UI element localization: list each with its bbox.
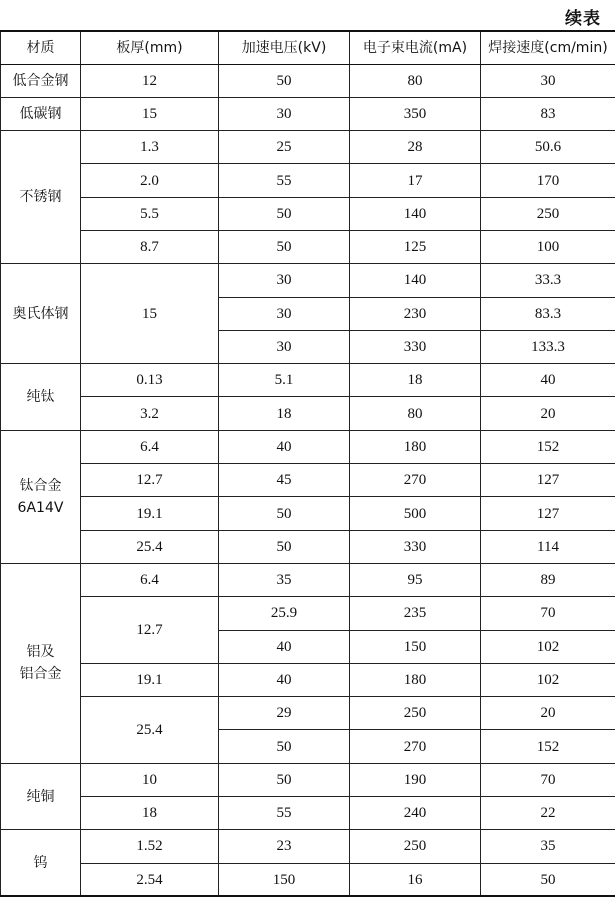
table-row bbox=[1, 830, 615, 863]
voltage-cell: 18 bbox=[219, 397, 350, 430]
current-cell: 270 bbox=[350, 464, 481, 497]
voltage-cell: 50 bbox=[219, 763, 350, 796]
material-label: 纯钛 bbox=[26, 388, 55, 405]
material-cell bbox=[1, 264, 81, 364]
current-cell: 350 bbox=[350, 97, 481, 130]
thickness-cell: 15 bbox=[81, 264, 219, 364]
speed-cell: 102 bbox=[481, 630, 615, 663]
material-label: 不锈钢 bbox=[19, 189, 62, 206]
speed-cell: 127 bbox=[481, 497, 615, 530]
thickness-cell: 15 bbox=[81, 97, 219, 130]
material-label: 奥氏体钢 bbox=[12, 305, 69, 322]
current-cell: 330 bbox=[350, 330, 481, 363]
table-row bbox=[1, 230, 615, 263]
material-cell bbox=[1, 763, 81, 830]
thickness-cell: 18 bbox=[81, 797, 219, 830]
speed-cell: 20 bbox=[481, 697, 615, 730]
header-material: 材质 bbox=[1, 31, 81, 64]
current-cell: 80 bbox=[350, 397, 481, 430]
material-label: 低合金钢 bbox=[12, 72, 69, 89]
voltage-cell: 35 bbox=[219, 563, 350, 596]
header-speed: 焊接速度(cm/min) bbox=[481, 31, 615, 64]
voltage-cell: 45 bbox=[219, 464, 350, 497]
voltage-cell: 25 bbox=[219, 131, 350, 164]
material-label: 纯铜 bbox=[26, 788, 55, 805]
current-cell: 95 bbox=[350, 563, 481, 596]
voltage-cell: 40 bbox=[219, 663, 350, 696]
material-label: 钛合金 bbox=[19, 477, 62, 494]
material-label: 铝合金 bbox=[19, 666, 62, 683]
current-cell: 17 bbox=[350, 164, 481, 197]
voltage-cell: 50 bbox=[219, 497, 350, 530]
table-row bbox=[1, 663, 615, 696]
header-current: 电子束电流(mA) bbox=[350, 31, 481, 64]
thickness-cell: 12 bbox=[81, 64, 219, 97]
table-row bbox=[1, 563, 615, 596]
thickness-cell: 12.7 bbox=[81, 464, 219, 497]
table-row bbox=[1, 497, 615, 530]
thickness-cell: 8.7 bbox=[81, 230, 219, 263]
speed-cell: 89 bbox=[481, 563, 615, 596]
speed-cell: 102 bbox=[481, 663, 615, 696]
table-row bbox=[1, 97, 615, 130]
speed-cell: 250 bbox=[481, 197, 615, 230]
current-cell: 250 bbox=[350, 697, 481, 730]
thickness-cell: 2.0 bbox=[81, 164, 219, 197]
thickness-cell: 1.52 bbox=[81, 830, 219, 863]
thickness-cell: 25.4 bbox=[81, 530, 219, 563]
material-cell bbox=[1, 430, 81, 563]
current-cell: 230 bbox=[350, 297, 481, 330]
current-cell: 180 bbox=[350, 430, 481, 463]
table-row bbox=[1, 597, 615, 630]
speed-cell: 70 bbox=[481, 763, 615, 796]
voltage-cell: 50 bbox=[219, 64, 350, 97]
voltage-cell: 50 bbox=[219, 197, 350, 230]
thickness-cell: 19.1 bbox=[81, 497, 219, 530]
speed-cell: 30 bbox=[481, 64, 615, 97]
thickness-cell: 12.7 bbox=[81, 597, 219, 664]
table-row bbox=[1, 763, 615, 796]
material-cell bbox=[1, 830, 81, 897]
thickness-cell: 5.5 bbox=[81, 197, 219, 230]
speed-cell: 100 bbox=[481, 230, 615, 263]
table-body bbox=[1, 64, 615, 896]
speed-cell: 114 bbox=[481, 530, 615, 563]
thickness-cell: 10 bbox=[81, 763, 219, 796]
speed-cell: 35 bbox=[481, 830, 615, 863]
material-cell bbox=[1, 364, 81, 431]
speed-cell: 70 bbox=[481, 597, 615, 630]
welding-parameters-table bbox=[0, 30, 615, 897]
material-label: 铝及 bbox=[26, 644, 55, 661]
table-row bbox=[1, 131, 615, 164]
table-row bbox=[1, 164, 615, 197]
current-cell: 28 bbox=[350, 131, 481, 164]
header-voltage: 加速电压(kV) bbox=[219, 31, 350, 64]
voltage-cell: 40 bbox=[219, 630, 350, 663]
material-cell bbox=[1, 131, 81, 264]
current-cell: 18 bbox=[350, 364, 481, 397]
table-row bbox=[1, 464, 615, 497]
speed-cell: 22 bbox=[481, 797, 615, 830]
voltage-cell: 25.9 bbox=[219, 597, 350, 630]
material-label: 钨 bbox=[33, 854, 48, 871]
voltage-cell: 30 bbox=[219, 97, 350, 130]
material-label: 低碳钢 bbox=[19, 105, 62, 122]
thickness-cell: 25.4 bbox=[81, 697, 219, 764]
table-row bbox=[1, 430, 615, 463]
voltage-cell: 23 bbox=[219, 830, 350, 863]
current-cell: 140 bbox=[350, 197, 481, 230]
voltage-cell: 30 bbox=[219, 330, 350, 363]
material-label: 6A14V bbox=[17, 499, 64, 516]
speed-cell: 20 bbox=[481, 397, 615, 430]
voltage-cell: 50 bbox=[219, 530, 350, 563]
table-header-row bbox=[1, 31, 615, 64]
table-continued-caption: 续表 bbox=[565, 9, 601, 29]
speed-cell: 83 bbox=[481, 97, 615, 130]
speed-cell: 133.3 bbox=[481, 330, 615, 363]
current-cell: 140 bbox=[350, 264, 481, 297]
voltage-cell: 55 bbox=[219, 797, 350, 830]
speed-cell: 50 bbox=[481, 863, 615, 896]
current-cell: 125 bbox=[350, 230, 481, 263]
speed-cell: 50.6 bbox=[481, 131, 615, 164]
thickness-cell: 6.4 bbox=[81, 430, 219, 463]
table-row bbox=[1, 863, 615, 896]
speed-cell: 33.3 bbox=[481, 264, 615, 297]
table-row bbox=[1, 264, 615, 297]
thickness-cell: 6.4 bbox=[81, 563, 219, 596]
voltage-cell: 150 bbox=[219, 863, 350, 896]
voltage-cell: 50 bbox=[219, 730, 350, 763]
thickness-cell: 19.1 bbox=[81, 663, 219, 696]
speed-cell: 152 bbox=[481, 430, 615, 463]
header-thickness: 板厚(mm) bbox=[81, 31, 219, 64]
table-row bbox=[1, 364, 615, 397]
speed-cell: 170 bbox=[481, 164, 615, 197]
voltage-cell: 29 bbox=[219, 697, 350, 730]
table-row bbox=[1, 797, 615, 830]
current-cell: 16 bbox=[350, 863, 481, 896]
current-cell: 180 bbox=[350, 663, 481, 696]
thickness-cell: 1.3 bbox=[81, 131, 219, 164]
table-row bbox=[1, 530, 615, 563]
speed-cell: 152 bbox=[481, 730, 615, 763]
current-cell: 80 bbox=[350, 64, 481, 97]
table-row bbox=[1, 197, 615, 230]
voltage-cell: 5.1 bbox=[219, 364, 350, 397]
current-cell: 250 bbox=[350, 830, 481, 863]
voltage-cell: 40 bbox=[219, 430, 350, 463]
current-cell: 150 bbox=[350, 630, 481, 663]
thickness-cell: 0.13 bbox=[81, 364, 219, 397]
table-row bbox=[1, 64, 615, 97]
current-cell: 240 bbox=[350, 797, 481, 830]
material-cell bbox=[1, 563, 81, 763]
voltage-cell: 55 bbox=[219, 164, 350, 197]
current-cell: 190 bbox=[350, 763, 481, 796]
current-cell: 270 bbox=[350, 730, 481, 763]
voltage-cell: 30 bbox=[219, 297, 350, 330]
current-cell: 500 bbox=[350, 497, 481, 530]
speed-cell: 127 bbox=[481, 464, 615, 497]
table-row bbox=[1, 397, 615, 430]
thickness-cell: 3.2 bbox=[81, 397, 219, 430]
current-cell: 235 bbox=[350, 597, 481, 630]
current-cell: 330 bbox=[350, 530, 481, 563]
material-cell bbox=[1, 64, 81, 97]
speed-cell: 83.3 bbox=[481, 297, 615, 330]
thickness-cell: 2.54 bbox=[81, 863, 219, 896]
voltage-cell: 30 bbox=[219, 264, 350, 297]
voltage-cell: 50 bbox=[219, 230, 350, 263]
material-cell bbox=[1, 97, 81, 130]
speed-cell: 40 bbox=[481, 364, 615, 397]
table-row bbox=[1, 697, 615, 730]
